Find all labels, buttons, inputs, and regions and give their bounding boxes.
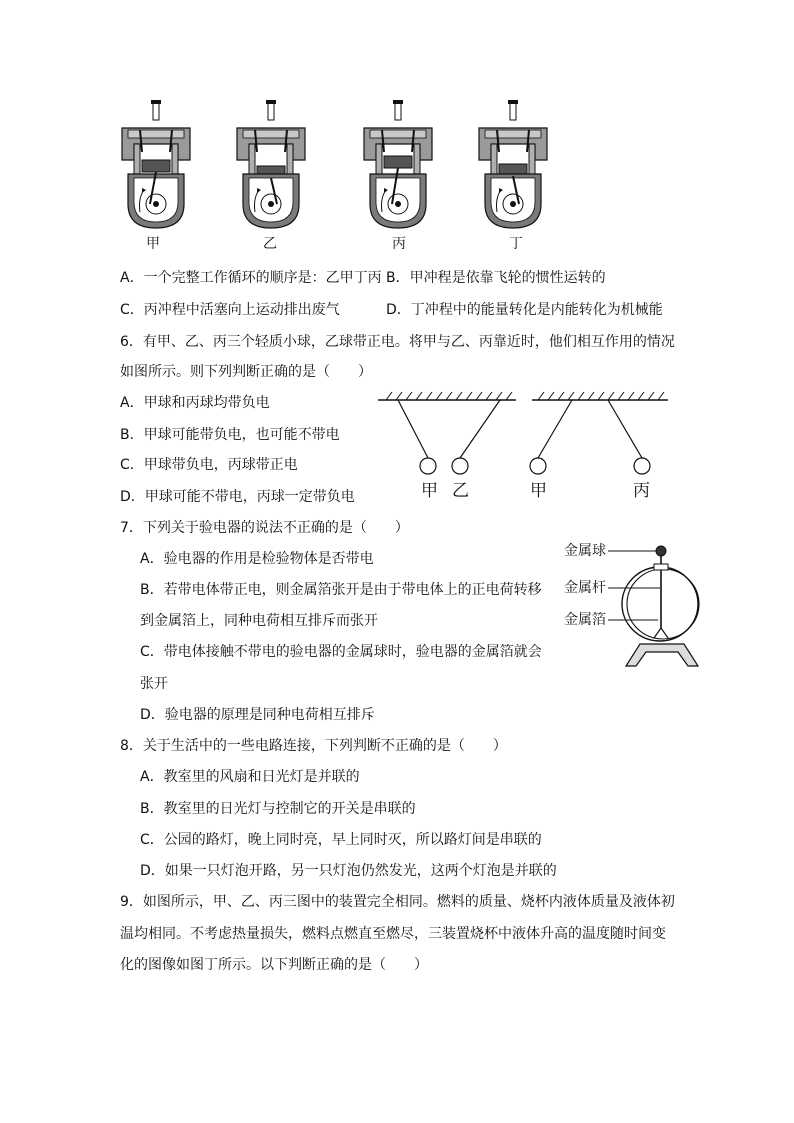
ball-bing — [634, 458, 650, 474]
ball-jia-right — [530, 458, 546, 474]
q9-line1: 9．如图所示，甲、乙、丙三图中的装置完全相同。燃料的质量、烧杯内液体质量及液体初 — [120, 894, 675, 910]
label-metal-rod: 金属杆 — [564, 580, 606, 596]
q6-option-b: B．甲球可能带负电，也可能不带电 — [120, 427, 340, 443]
q8-stem: 8．关于生活中的一些电路连接，下列判断不正确的是（ ） — [120, 738, 507, 754]
q6-option-a: A．甲球和丙球均带负电 — [120, 395, 270, 411]
metal-ball-icon — [656, 546, 666, 556]
q8-option-d: D．如果一只灯泡开路，另一只灯泡仍然发光，这两个灯泡是并联的 — [140, 863, 557, 879]
ball-jia-left — [420, 458, 436, 474]
q9-line3: 化的图像如图丁所示。以下判断正确的是（ ） — [120, 957, 428, 973]
label-metal-ball: 金属球 — [564, 543, 606, 559]
ball-yi — [452, 458, 468, 474]
engine-diagrams — [0, 0, 794, 240]
q7-option-a: A．验电器的作用是检验物体是否带电 — [140, 551, 374, 567]
engine-label-bing: 丙 — [392, 236, 406, 252]
pendulum-label-bing: 丙 — [633, 481, 650, 501]
q9-line2: 温均相同。不考虑热量损失，燃料点燃直至燃尽，三装置烧杯中液体升高的温度随时间变 — [120, 926, 666, 942]
q8-option-c: C．公园的路灯，晚上同时亮，早上同时灭，所以路灯间是串联的 — [140, 832, 542, 848]
electroscope-diagram — [560, 540, 710, 675]
q6-option-c: C．甲球带负电，丙球带正电 — [120, 457, 298, 473]
engine-yi-diagram — [237, 100, 305, 228]
engine-bing-diagram — [364, 100, 432, 228]
q7-option-b-line1: B．若带电体带正电，则金属箔张开是由于带电体上的正电荷转移 — [140, 582, 542, 598]
q7-option-c-line2: 张开 — [140, 676, 168, 692]
q5-option-ab: A．一个完整工作循环的顺序是：乙甲丁丙 B．甲冲程是依靠飞轮的惯性运转的 — [120, 270, 606, 286]
pendulum-label-yi: 乙 — [452, 481, 469, 501]
pendulum-label-jia-2: 甲 — [530, 481, 547, 501]
pendulum-label-jia-1: 甲 — [421, 481, 438, 501]
q7-option-b-line2: 到金属箔上，同种电荷相互排斥而张开 — [140, 613, 378, 629]
q8-option-b: B．教室里的日光灯与控制它的开关是串联的 — [140, 801, 416, 817]
q5-option-d: D．丁冲程中的能量转化是内能转化为机械能 — [386, 302, 663, 318]
q7-stem: 7．下列关于验电器的说法不正确的是（ ） — [120, 520, 409, 536]
q7-option-d: D．验电器的原理是同种电荷相互排斥 — [140, 707, 375, 723]
engine-label-jia: 甲 — [146, 236, 160, 252]
q6-option-d: D．甲球可能不带电，丙球一定带负电 — [120, 489, 355, 505]
q6-stem-line1: 6．有甲、乙、丙三个轻质小球，乙球带正电。将甲与乙、丙靠近时，他们相互作用的情况 — [120, 334, 675, 350]
engine-label-yi: 乙 — [263, 236, 277, 252]
engine-ding-diagram — [479, 100, 547, 228]
pendulum-diagram — [372, 390, 702, 490]
q6-stem-line2: 如图所示。则下列判断正确的是（ ） — [120, 364, 372, 380]
engine-jia-diagram — [122, 100, 190, 228]
label-metal-foil: 金属箔 — [564, 612, 606, 628]
q5-option-c: C．丙冲程中活塞向上运动排出废气 — [120, 302, 340, 318]
engine-label-ding: 丁 — [509, 236, 523, 252]
q7-option-c-line1: C．带电体接触不带电的验电器的金属球时，验电器的金属箔就会 — [140, 644, 542, 660]
q8-option-a: A．教室里的风扇和日光灯是并联的 — [140, 769, 360, 785]
